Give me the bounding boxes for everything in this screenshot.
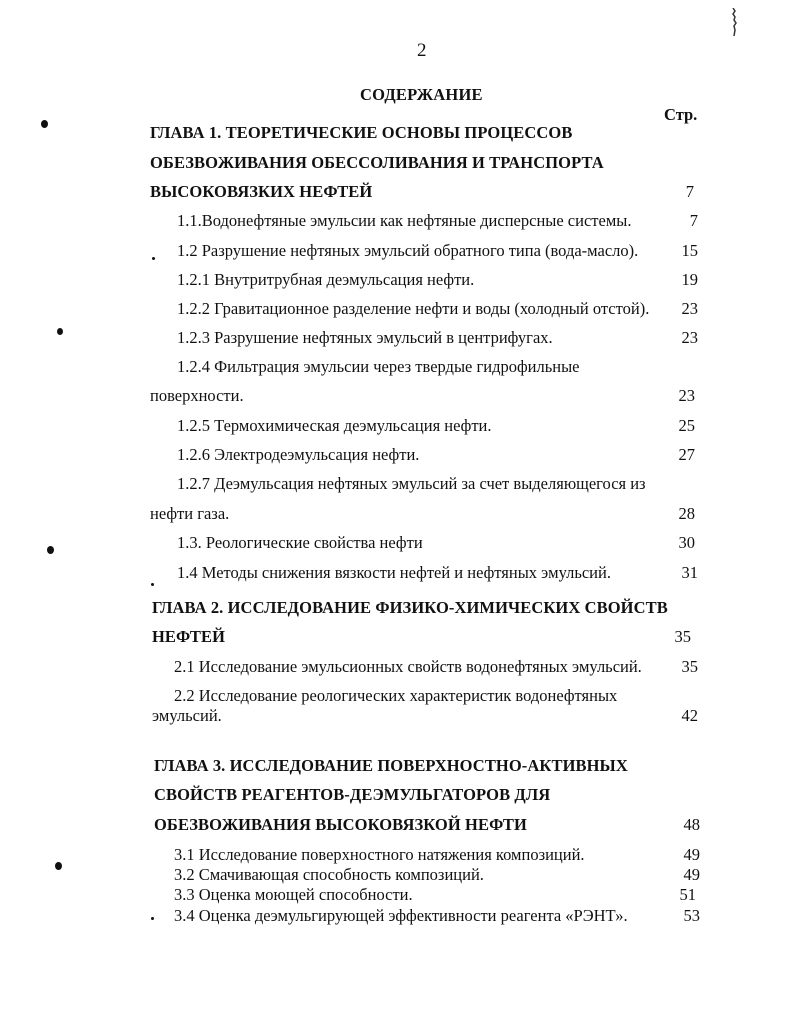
toc-entry-1-4: 1.4 Методы снижения вязкости нефтей и нефтяных эмульсий. [177,563,611,582]
toc-entry-page: 28 [678,504,695,523]
chapter-1-title-line-2: ОБЕЗВОЖИВАНИЯ ОБЕССОЛИВАНИЯ И ТРАНСПОРТА [150,153,604,172]
toc-entry-2-2-cont: эмульсий. [152,706,222,725]
toc-entry-3-1: 3.1 Исследование поверхностного натяжения композиций. [174,845,585,864]
toc-entry-1-3: 1.3. Реологические свойства нефти [177,533,423,552]
toc-entry-2-2: 2.2 Исследование реологических характеристик водонефтяных [174,686,618,705]
toc-entry-page: 23 [681,328,698,347]
binder-hole-mark [57,328,63,335]
toc-entry-3-4: 3.4 Оценка деэмульгирующей эффективности реагента «РЭНТ». [174,906,628,925]
toc-entry-3-2: 3.2 Смачивающая способность композиций. [174,865,484,884]
binder-hole-mark [47,546,54,554]
toc-entry-3-3: 3.3 Оценка моющей способности. [174,885,413,904]
toc-entry-page: 23 [681,299,698,318]
chapter-3-title-line-3: ОБЕЗВОЖИВАНИЯ ВЫСОКОВЯЗКОЙ НЕФТИ [154,815,527,834]
chapter-3-title-line-2: СВОЙСТВ РЕАГЕНТОВ-ДЕЭМУЛЬГАТОРОВ ДЛЯ [154,785,551,804]
toc-entry-1-2-3: 1.2.3 Разрушение нефтяных эмульсий в центрифугах. [177,328,553,347]
scan-mark [731,8,737,36]
toc-entry-page: 42 [681,706,698,725]
toc-entry-page: 19 [681,270,698,289]
chapter-3-page: 48 [683,815,700,834]
scan-speck [151,583,154,586]
toc-entry-1-2-5: 1.2.5 Термохимическая деэмульсация нефти. [177,416,492,435]
toc-entry-2-1: 2.1 Исследование эмульсионных свойств водонефтяных эмульсий. [174,657,642,676]
chapter-1-title-line-3: ВЫСОКОВЯЗКИХ НЕФТЕЙ [150,182,373,201]
toc-entry-1-2-4: 1.2.4 Фильтрация эмульсии через твердые гидрофильные [177,357,580,376]
binder-hole-mark [41,120,48,128]
page-title: СОДЕРЖАНИЕ [360,85,483,104]
toc-entry-page: 23 [678,386,695,405]
page-column-header: Стр. [664,105,698,124]
toc-entry-1-2-6: 1.2.6 Электродеэмульсация нефти. [177,445,420,464]
toc-entry-page: 30 [678,533,695,552]
scan-speck [152,257,155,260]
toc-entry-1-2-7-cont: нефти газа. [150,504,230,523]
chapter-2-page: 35 [674,627,691,646]
toc-entry-1-2-4-cont: поверхности. [150,386,244,405]
chapter-2-title-line-1: ГЛАВА 2. ИССЛЕДОВАНИЕ ФИЗИКО-ХИМИЧЕСКИХ СВОЙСТВ [152,598,668,617]
toc-entry-page: 51 [679,885,696,904]
toc-entry-page: 49 [683,865,700,884]
toc-entry-page: 15 [681,241,698,260]
scan-speck [151,917,154,920]
toc-entry-1-2-2: 1.2.2 Гравитационное разделение нефти и воды (холодный отстой). [177,299,650,318]
toc-entry-page: 7 [689,211,698,230]
toc-entry-1-2-1: 1.2.1 Внутритрубная деэмульсация нефти. [177,270,475,289]
chapter-2-title-line-2: НЕФТЕЙ [152,627,226,646]
toc-entry-page: 35 [681,657,698,676]
toc-entry-1-2-7: 1.2.7 Деэмульсация нефтяных эмульсий за счет выделяющегося из [177,474,646,493]
page-number: 2 [417,40,427,61]
toc-entry-1-2: 1.2 Разрушение нефтяных эмульсий обратного типа (вода-масло). [177,241,639,260]
toc-entry-page: 31 [681,563,698,582]
chapter-3-title-line-1: ГЛАВА 3. ИССЛЕДОВАНИЕ ПОВЕРХНОСТНО-АКТИВНЫХ [154,756,628,775]
toc-entry-1-1: 1.1.Водонефтяные эмульсии как нефтяные дисперсные системы. [177,211,632,230]
binder-hole-mark [55,862,62,870]
toc-entry-page: 53 [683,906,700,925]
toc-entry-page: 49 [683,845,700,864]
chapter-1-title-line-1: ГЛАВА 1. ТЕОРЕТИЧЕСКИЕ ОСНОВЫ ПРОЦЕССОВ [150,123,573,142]
toc-entry-page: 27 [678,445,695,464]
toc-entry-page: 25 [678,416,695,435]
chapter-1-page: 7 [685,182,694,201]
